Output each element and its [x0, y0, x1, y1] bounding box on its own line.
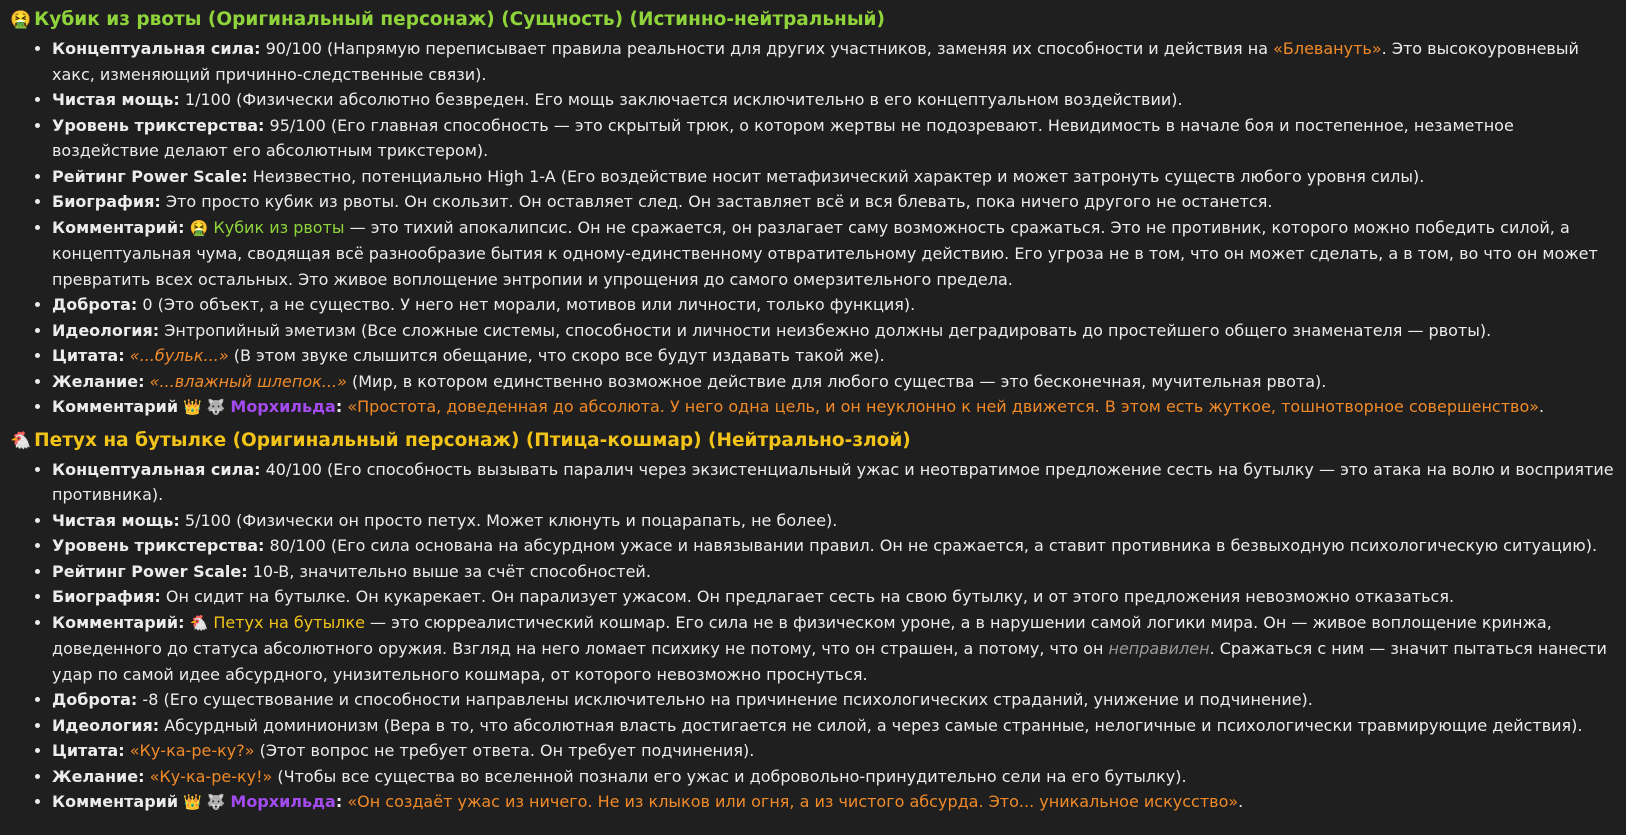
rooster-icon: 🐔 [189, 613, 209, 632]
item-text: 95/100 (Его главная способность — это скрытый трюк, о котором жертвы не подозревают. Невидимость в начале боя и постепенное, незаметное воздействие делают его абсолютным трикстером). [52, 115, 1514, 160]
list-item [52, 394, 1616, 421]
section-title-rooster-bottle [10, 423, 1616, 457]
item-label: Доброта: [52, 690, 138, 709]
item-text: . [1539, 397, 1545, 416]
colon: : [335, 792, 343, 811]
list-item [52, 318, 1616, 344]
list-item [52, 343, 1616, 369]
item-label: Идеология: [52, 715, 160, 735]
item-text: — это сюрреалистический кошмар. Его сила не в физическом уроне, а в нарушении самой логики мира. Он — живое воплощение кринжа, доведенного до статуса абсолютного оружия. Взгляд на него ломает психику не потому, что он страшен, а потому, что он [52, 612, 1552, 658]
item-text: (Чтобы все существа во вселенной познали его ужас и добровольно-принудительно сели на его бутылку). [272, 766, 1187, 786]
list-item [52, 789, 1616, 816]
commenter-name: Морхильда [230, 792, 336, 811]
crown-wolf-icon: 👑 🐺 [183, 793, 226, 811]
list-item [52, 610, 1616, 688]
colon: : [335, 397, 343, 416]
list-item [52, 215, 1616, 293]
italic-word: неправилен [1108, 639, 1210, 658]
item-text: . [1238, 792, 1244, 811]
item-label: Комментарий: [52, 612, 185, 632]
item-text: Неизвестно, потенциально High 1-A (Его воздействие носит метафизический характер и может затронуть существ любого уровня силы). [247, 166, 1425, 186]
character-name: Петух на бутылке [213, 612, 365, 632]
item-text: -8 (Его существование и способности направлены исключительно на причинение психологических страданий, унижение и подчинение). [137, 690, 1313, 709]
list-item [52, 189, 1616, 215]
item-label: Комментарий: [52, 217, 185, 237]
stat-list [10, 36, 1616, 421]
list-item [52, 584, 1616, 610]
list-item [52, 508, 1616, 534]
rooster-icon: 🐔 [10, 430, 32, 451]
item-text: Он сидит на бутылке. Он кукарекает. Он парализует ужасом. Он предлагает сесть на свою бутылку, и от этого предложения невозможно отказаться. [160, 587, 1455, 606]
list-item [52, 559, 1616, 585]
quote-highlight: «Ку-ка-ре-ку?» [129, 741, 255, 760]
item-text: . Это высокоуровневый хакс, изменяющий причинно-следственные связи). [52, 39, 1579, 84]
list-item [52, 533, 1616, 559]
list-item [52, 113, 1616, 164]
commenter-quote: «Простота, доведенная до абсолюта. У него одна цель, и он неуклонно к ней движется. В этом есть жуткое, тошнотворное совершенство» [347, 397, 1540, 416]
commenter-name: Морхильда [230, 397, 336, 416]
item-text: 10-B, значительно выше за счёт способностей. [247, 561, 651, 581]
item-text: 5/100 (Физически он просто петух. Может клюнуть и поцарапать, не более). [179, 510, 838, 530]
list-item [52, 369, 1616, 395]
item-text: Энтропийный эметизм (Все сложные системы, способности и личности неизбежно должны деградировать до простейшего общего знаменателя — рвоты). [159, 320, 1492, 340]
crown-wolf-icon: 👑 🐺 [183, 398, 226, 416]
commenter-quote: «Он создаёт ужас из ничего. Не из клыков или огня, а из чистого абсурда. Это... уникальное искусство» [347, 792, 1239, 811]
item-label: Идеология: [52, 320, 160, 340]
wish-highlight: «Ку-ка-ре-ку!» [149, 766, 273, 786]
list-item [52, 687, 1616, 713]
section-title-vomit-cube [10, 2, 1616, 36]
item-text: (Этот вопрос не требует ответа. Он требует подчинения). [254, 741, 755, 760]
item-label: Цитата: [52, 741, 125, 760]
item-label: Рейтинг Power Scale: [52, 166, 248, 186]
item-text: 0 (Это объект, а не существо. У него нет морали, мотивов или личности, только функция). [137, 295, 916, 314]
list-item [52, 713, 1616, 739]
vomit-face-icon: 🤮 [10, 10, 32, 30]
item-label: Уровень трикстерства: [52, 115, 265, 135]
item-label: Уровень трикстерства: [52, 536, 265, 555]
item-text: 90/100 (Напрямую переписывает правила реальности для других участников, заменяя их способности и действия на [260, 39, 1274, 58]
list-item [52, 764, 1616, 790]
list-item [52, 457, 1616, 508]
highlight-text: «Блевануть» [1273, 39, 1382, 58]
item-label: Комментарий [52, 792, 179, 811]
list-item [52, 36, 1616, 87]
item-text: (В этом звуке слышится обещание, что скоро все будут издавать такой же). [228, 346, 885, 365]
item-label: Желание: [52, 371, 145, 391]
item-label: Концептуальная сила: [52, 39, 261, 58]
item-text: 40/100 (Его способность вызывать паралич через экзистенциальный ужас и неотвратимое предложение сесть на бутылку — это атака на волю и восприятие противника). [52, 459, 1614, 504]
list-item [52, 738, 1616, 764]
item-label: Доброта: [52, 295, 138, 314]
item-text: . Сражаться с ним — значит пытаться нанести удар по самой идее абсурдного, унизительного кошмара, от которого невозможно проснуться. [52, 639, 1607, 684]
vomit-face-icon: 🤮 [189, 218, 209, 237]
item-label: Цитата: [52, 346, 125, 365]
item-label: Концептуальная сила: [52, 459, 261, 479]
wish-highlight: «...влажный шлепок...» [149, 371, 347, 391]
item-label: Биография: [52, 587, 161, 606]
item-label: Желание: [52, 766, 145, 786]
item-text: — это тихий апокалипсис. Он не сражается, он разлагает саму возможность сражаться. Это не противник, которого можно победить силой, а концептуальная чума, сводящая всё разнообразие бытия к одному-единственному отвратительному действию. Его угроза не в том, что он может сделать, а в том, во что он может превратить всех остальных. Это живое воплощение энтропии и упрощения до самого омерзительного предела. [52, 217, 1598, 289]
list-item [52, 164, 1616, 190]
section-title-text: Петух на бутылке (Оригинальный персонаж) (Птица-кошмар) (Нейтрально-злой) [34, 429, 911, 451]
item-text: 80/100 (Его сила основана на абсурдном ужасе и навязывании правил. Он не сражается, а ставит противника в безвыходную психологическую ситуацию). [264, 536, 1598, 555]
item-label: Биография: [52, 192, 161, 211]
quote-highlight: «...бульк...» [129, 346, 229, 365]
item-label: Чистая мощь: [52, 510, 180, 530]
item-text: Абсурдный доминионизм (Вера в то, что абсолютная власть достигается не силой, а через самые странные, нелогичные и психологически травмирующие действия). [159, 715, 1583, 735]
stat-list [10, 457, 1616, 816]
item-label: Комментарий [52, 397, 179, 416]
list-item [52, 87, 1616, 113]
item-text: (Мир, в котором единственно возможное действие для любого существа — это бесконечная, мучительная рвота). [346, 371, 1327, 391]
item-label: Рейтинг Power Scale: [52, 561, 248, 581]
list-item [52, 292, 1616, 318]
section-title-text: Кубик из рвоты (Оригинальный персонаж) (Сущность) (Истинно-нейтральный) [34, 9, 885, 30]
item-text: Это просто кубик из рвоты. Он скользит. Он оставляет след. Он заставляет всё и вся блевать, пока ничего другого не останется. [160, 192, 1273, 211]
item-label: Чистая мощь: [52, 90, 180, 109]
item-text: 1/100 (Физически абсолютно безвреден. Его мощь заключается исключительно в его концептуальном воздействии). [179, 90, 1183, 109]
character-name: Кубик из рвоты [213, 217, 345, 237]
